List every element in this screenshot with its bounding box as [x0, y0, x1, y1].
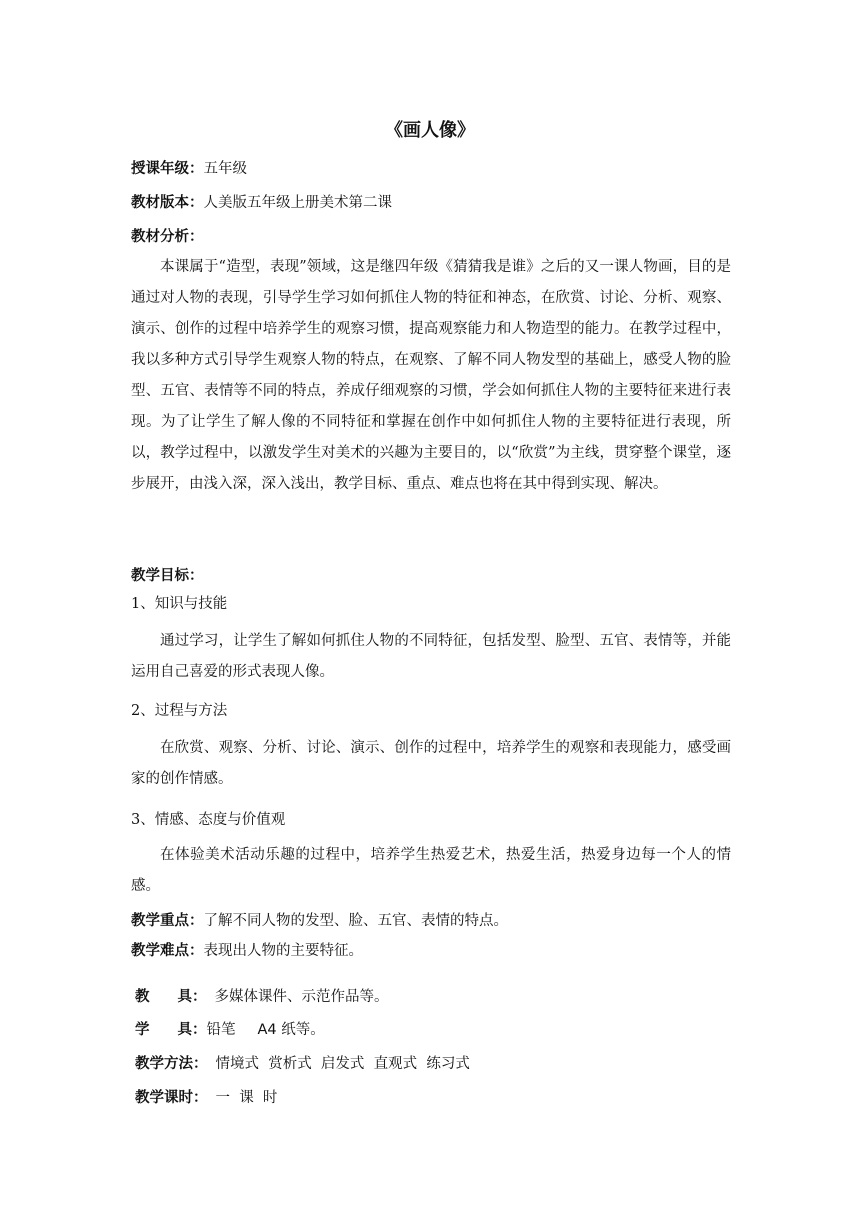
edition-label: 教材版本： [131, 195, 204, 211]
hours-value: 一 课 时 [215, 1090, 278, 1106]
student-tools-value-b: A4 纸等。 [257, 1022, 325, 1038]
key-point-value: 了解不同人物的发型、脸、五官、表情的特点。 [203, 913, 508, 929]
methods-label: 教学方法： [135, 1056, 208, 1072]
goals-label: 教学目标： [131, 568, 204, 584]
edition-value: 人美版五年级上册美术第二课 [203, 195, 392, 211]
teacher-tools-label-b: 具： [177, 989, 207, 1005]
hours-line [135, 1086, 277, 1107]
goal-heading-1: 1、知识与技能 [131, 596, 228, 612]
goal-text-2: 在欣赏、观察、分析、讨论、演示、创作的过程中，培养学生的观察和表现能力，感受画家的创作情感。 [131, 740, 731, 787]
document-title: 《画人像》 [385, 120, 475, 141]
grade-line [131, 157, 247, 178]
edition-line [131, 191, 392, 212]
student-tools-label-a: 学 [135, 1022, 150, 1038]
student-tools-value-a: 铅笔 [206, 1022, 236, 1038]
student-tools-label-b: 具： [177, 1022, 207, 1038]
methods-value: 情境式 赏析式 启发式 直观式 练习式 [215, 1056, 470, 1072]
analysis-paragraph: 本课属于“造型，表现”领域，这是继四年级《猜猜我是谁》之后的又一课人物画，目的是通过对人物的表现，引导学生学习如何抓住人物的特征和神态，在欣赏、讨论、分析、观察、演示、创作的过程中培养学生的观察习惯，提高观察能力和人物造型的能力。在教学过程中，我以多种方式引导学生观察人物的特点，在观察、了解不同人物发型的基础上，感受人物的脸型、五官、表情等不同的特点，养成仔细观察的习惯，学会如何抓住人物的主要特征来进行表现。为了让学生了解人像的不同特征和掌握在创作中如何抓住人物的主要特征进行表现，所以，教学过程中，以激发学生对美术的兴趣为主要目的，以“欣赏”为主线，贯穿整个课堂，逐步展开，由浅入深，深入浅出，教学目标、重点、难点也将在其中得到实现、解决。 [131, 259, 731, 492]
difficulty-value: 表现出人物的主要特征。 [203, 943, 363, 959]
difficulty-label: 教学难点： [131, 943, 204, 959]
difficulty-line [131, 939, 363, 960]
key-point-line [131, 909, 508, 930]
goal-heading-2: 2、过程与方法 [131, 703, 228, 719]
key-point-label: 教学重点： [131, 913, 204, 929]
teacher-tools-value: 多媒体课件、示范作品等。 [214, 989, 389, 1005]
teacher-tools-label-a: 教 [135, 989, 150, 1005]
goal-text-3: 在体验美术活动乐趣的过程中，培养学生热爱艺术，热爱生活，热爱身边每一个人的情感。 [131, 847, 731, 894]
grade-label: 授课年级： [131, 161, 204, 177]
methods-line [135, 1052, 470, 1073]
grade-value: 五年级 [203, 161, 247, 177]
goal-text-1: 通过学习，让学生了解如何抓住人物的不同特征，包括发型、脸型、五官、表情等，并能运用自己喜爱的形式表现人像。 [131, 633, 731, 680]
hours-label: 教学课时： [135, 1090, 208, 1106]
goal-heading-3: 3、情感、态度与价值观 [131, 812, 286, 828]
student-tools-line [135, 1018, 325, 1039]
teacher-tools-line [135, 985, 389, 1006]
analysis-label: 教材分析： [131, 229, 204, 245]
